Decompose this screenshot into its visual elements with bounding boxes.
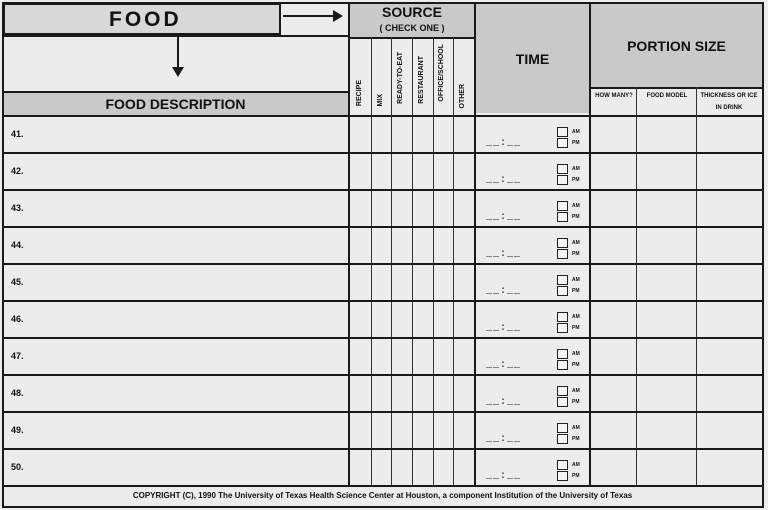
row-number: 47. [11,351,24,361]
row-number: 41. [11,129,24,139]
arrow-down-icon [177,36,179,68]
pm-label: PM [572,214,580,220]
pm-label: PM [572,399,580,405]
check-one-label: ( CHECK ONE ) [379,23,445,33]
how-many-heading: HOW MANY? [595,93,633,99]
row-number: 50. [11,462,24,472]
am-label: AM [572,425,580,431]
time-input[interactable]: __:__ [486,249,522,260]
pm-checkbox[interactable] [557,434,568,444]
am-label: AM [572,388,580,394]
food-title: FOOD [3,3,281,35]
source-heading: SOURCE [382,4,442,20]
source-option-ready-to-eat: READY-TO-EAT [397,52,404,104]
row-number: 43. [11,203,24,213]
am-label: AM [572,166,580,172]
am-checkbox[interactable] [557,386,568,396]
pm-label: PM [572,140,580,146]
source-option-other: OTHER [459,84,466,109]
pm-checkbox[interactable] [557,323,568,333]
pm-label: PM [572,251,580,257]
pm-label: PM [572,436,580,442]
time-input[interactable]: __:__ [486,286,522,297]
pm-label: PM [572,288,580,294]
pm-label: PM [572,473,580,479]
source-option-office-school: OFFICE/SCHOOL [438,44,445,102]
pm-checkbox[interactable] [557,175,568,185]
pm-label: PM [572,325,580,331]
pm-checkbox[interactable] [557,138,568,148]
arrow-right-icon [283,15,335,17]
arrow-right-head-icon [333,10,343,22]
source-option-mix: MIX [377,94,384,107]
time-input[interactable]: __:__ [486,212,522,223]
time-input[interactable]: __:__ [486,323,522,334]
pm-checkbox[interactable] [557,471,568,481]
pm-checkbox[interactable] [557,360,568,370]
am-label: AM [572,351,580,357]
source-option-recipe: RECIPE [356,80,363,107]
time-input[interactable]: __:__ [486,397,522,408]
am-checkbox[interactable] [557,201,568,211]
am-checkbox[interactable] [557,238,568,248]
time-heading: TIME [515,51,550,67]
am-label: AM [572,240,580,246]
thickness-heading: THICKNESS OR ICE IN DRINK [700,93,758,111]
time-input[interactable]: __:__ [486,138,522,149]
row-number: 45. [11,277,24,287]
copyright-notice: COPYRIGHT (C), 1990 The University of Texas Health Science Center at Houston, a component Institution of the University of Texas [132,491,633,500]
am-label: AM [572,314,580,320]
pm-checkbox[interactable] [557,212,568,222]
portion-size-heading: PORTION SIZE [627,38,726,54]
time-input[interactable]: __:__ [486,471,522,482]
pm-checkbox[interactable] [557,286,568,296]
food-model-heading: FOOD MODEL [646,93,688,99]
am-checkbox[interactable] [557,460,568,470]
row-number: 48. [11,388,24,398]
am-checkbox[interactable] [557,349,568,359]
am-label: AM [572,277,580,283]
am-checkbox[interactable] [557,164,568,174]
source-option-restaurant: RESTAURANT [418,56,425,104]
row-number: 46. [11,314,24,324]
food-description-heading: FOOD DESCRIPTION [105,96,246,112]
am-label: AM [572,129,580,135]
time-input[interactable]: __:__ [486,175,522,186]
row-number: 42. [11,166,24,176]
am-label: AM [572,203,580,209]
row-number: 44. [11,240,24,250]
time-input[interactable]: __:__ [486,434,522,445]
am-label: AM [572,462,580,468]
time-input[interactable]: __:__ [486,360,522,371]
pm-label: PM [572,362,580,368]
pm-checkbox[interactable] [557,397,568,407]
pm-checkbox[interactable] [557,249,568,259]
row-number: 49. [11,425,24,435]
am-checkbox[interactable] [557,275,568,285]
am-checkbox[interactable] [557,423,568,433]
am-checkbox[interactable] [557,127,568,137]
pm-label: PM [572,177,580,183]
arrow-down-head-icon [172,67,184,77]
am-checkbox[interactable] [557,312,568,322]
